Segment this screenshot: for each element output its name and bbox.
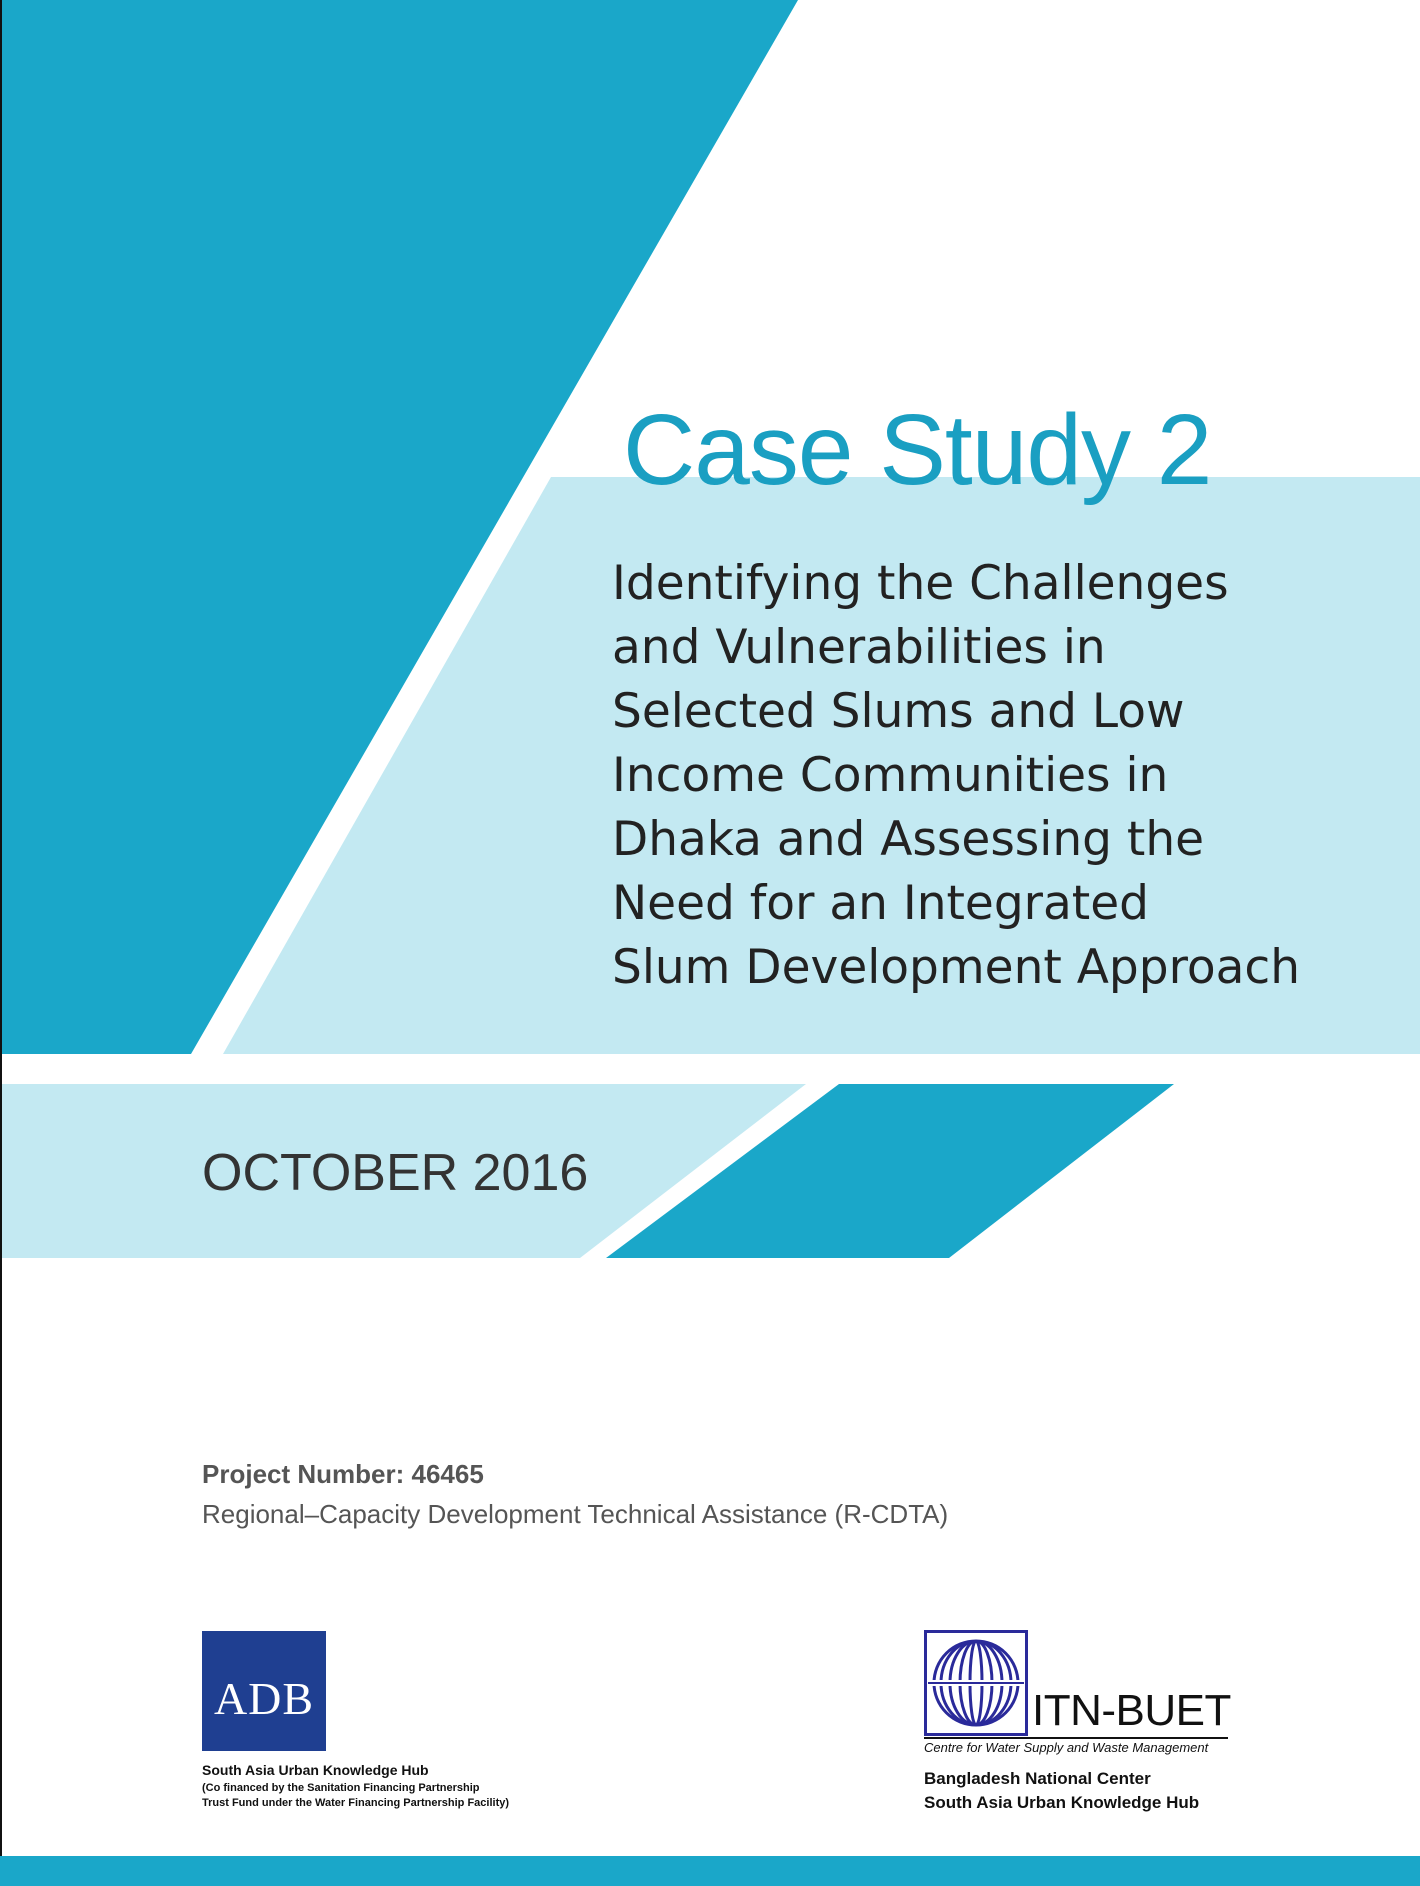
project-number: Project Number: 46465 <box>202 1459 484 1489</box>
itn-globe-emblem <box>924 1630 1028 1736</box>
adb-hub-name: South Asia Urban Knowledge Hub <box>202 1762 429 1778</box>
case-study-title: Case Study 2 <box>623 394 1212 506</box>
itn-center-lines <box>924 1767 1199 1815</box>
subtitle-line: Identifying the Challenges <box>612 556 1229 611</box>
left-border-line <box>0 0 2 1886</box>
itn-divider <box>924 1737 1228 1739</box>
subtitle-line: Slum Development Approach <box>612 940 1301 995</box>
report-subtitle <box>612 552 1312 1000</box>
adb-logo-text: ADB <box>213 1672 315 1724</box>
subtitle-line: Income Communities in <box>612 748 1169 803</box>
itn-center-line: South Asia Urban Knowledge Hub <box>924 1793 1200 1812</box>
itn-buet-name: ITN-BUET <box>1032 1686 1231 1735</box>
project-description: Regional–Capacity Development Technical Assistance (R-CDTA) <box>202 1499 949 1529</box>
subtitle-line: Need for an Integrated <box>612 876 1149 931</box>
subtitle-line: Selected Slums and Low <box>612 684 1185 739</box>
adb-note-line: (Co financed by the Sanitation Financing Partnership <box>202 1782 480 1794</box>
adb-logo <box>202 1631 326 1751</box>
bottom-teal-strip <box>0 1856 1420 1886</box>
publication-date: OCTOBER 2016 <box>202 1144 589 1202</box>
itn-center-line: Bangladesh National Center <box>924 1769 1151 1788</box>
adb-cofinance-note <box>202 1781 509 1811</box>
subtitle-line: and Vulnerabilities in <box>612 620 1106 675</box>
adb-note-line: Trust Fund under the Water Financing Partnership Facility) <box>202 1797 510 1809</box>
subtitle-line: Dhaka and Assessing the <box>612 812 1205 867</box>
itn-centre-name: Centre for Water Supply and Waste Management <box>924 1740 1209 1755</box>
